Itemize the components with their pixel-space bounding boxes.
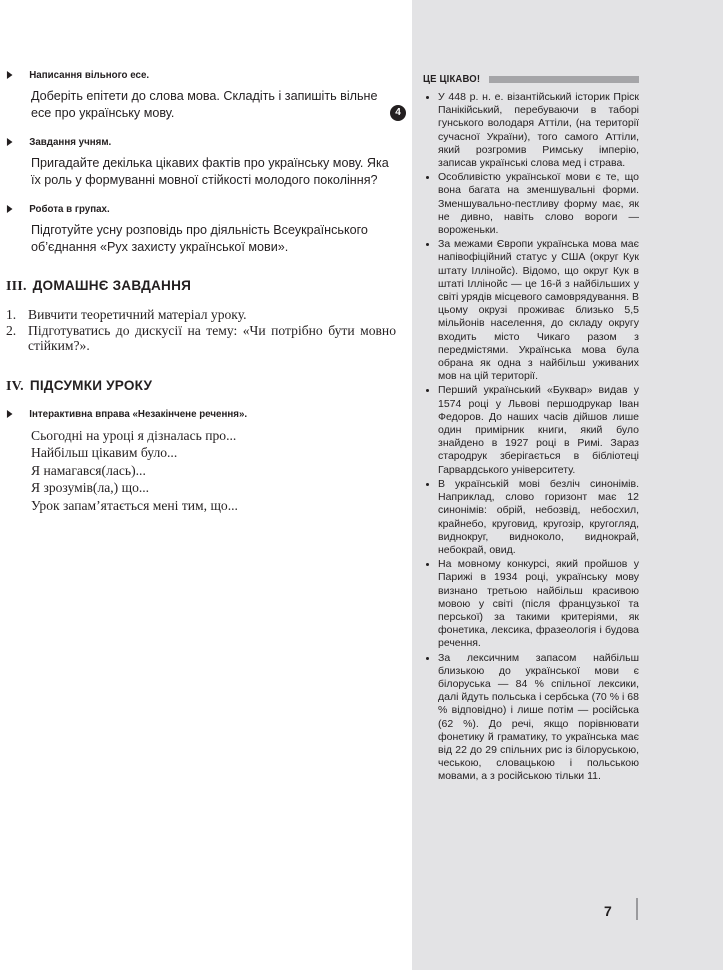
triangle-bullet-icon — [7, 410, 13, 418]
list-item: 1. Вивчити теоретичний матеріал уроку. — [6, 307, 247, 322]
task-heading: Написання вільного есе. — [6, 68, 369, 82]
sentence: Урок запам’ятається мені тим, що... — [31, 497, 238, 513]
fact-item: На мовному конкурсі, який пройшов у Парижі в 1934 році, українську мову визнано третьою найбільш красивою мовою у світі (після французької та перської) за такими критеріями, як фонетика, лексика, фразеологія і будова речення. — [423, 558, 639, 650]
fact-item: За межами Європи українська мова має напівофіційний статус у США (округ Кук штату Іллінойс). Відомо, що округ Кук в штаті Іллінойс — це 16-й з найбільших у світі урядів місцевого самоврядування. В цьому окрузі проживає близько 5,5 мільйонів населення, до складу округу входить місто Чикаго разом з передмістями. Українська мова була обрана як одна з найбільш уживаних мов на цій території. — [423, 238, 639, 383]
main-column — [6, 68, 401, 514]
fact-item: У 448 р. н. е. візантійський історик Пріск Панікійський, перебуваючи в таборі гунського володаря Аттіли, (на території сучасної України), того самого Аттіли, який розгромив Римську імперію, записав українські слова мед і страва. — [423, 91, 639, 170]
fact-item: Перший український «Буквар» видав у 1574 році у Львові першодрукар Іван Федоров. До наших часів дійшов лише один примірник книги, який було знайдено в 1927 році в Римі. Зараз стародрук зберігається в бібліотеці Гарвардського університету. — [423, 384, 639, 476]
fact-item: Особливістю української мови є те, що вона багата на зменшувальні форми. Зменшувально-пестливу форму має, як не дивно, навіть слово вороги — вороженьки. — [423, 171, 639, 237]
sentence: Найбільш цікавим було... — [31, 445, 178, 460]
task-text: Підготуйте усну розповідь про діяльність Всеукраїнського об’єднання «Рух захисту української мови». — [31, 223, 368, 254]
task-heading: Робота в групах. — [6, 202, 369, 216]
task-text: Доберіть епітети до слова мова. Складіть і запишіть вільне есе про українську мову. 4 — [6, 88, 396, 122]
sidebar-title: ЦЕ ЦІКАВО! — [423, 74, 481, 85]
title-rule — [489, 76, 639, 83]
exercise-heading: Інтерактивна вправа «Незакінчене речення». — [6, 407, 369, 421]
task-free-essay — [6, 68, 401, 122]
homework-section-title: III. ДОМАШНЄ ЗАВДАННЯ — [6, 278, 192, 294]
page-number-rule — [636, 898, 638, 920]
fact-item: За лексичним запасом найбільш близькою до української мови є білоруська — 84 % спільної лексики, далі йдуть польська і сербська (70 % і 68 % відповідно) і лише потім — російська (62 %). До речі, якщо порівнювати фонетику й граматику, то українська має від 22 до 29 спільних рис із білоруською, чеською, словацькою і польською мовами, а з російською тільки 11. — [423, 652, 639, 784]
facts-list — [423, 91, 639, 784]
sentence: Я зрозумів(ла,) що... — [31, 480, 150, 495]
sidebar-header — [423, 74, 639, 85]
task-group-work — [6, 202, 396, 256]
triangle-bullet-icon — [7, 205, 13, 213]
task-text: Пригадайте декілька цікавих фактів про українську мову. Яка їх роль у формуванні мовної стійкості молодого покоління? — [31, 156, 389, 187]
triangle-bullet-icon — [7, 71, 13, 79]
task-students — [6, 135, 396, 189]
page-number: 7 — [604, 903, 612, 919]
interesting-facts-sidebar — [423, 74, 639, 785]
unfinished-sentences — [6, 427, 396, 515]
homework-list — [6, 307, 396, 354]
sentence: Я намагався(лась)... — [31, 462, 146, 478]
level-badge: 4 — [390, 105, 406, 121]
fact-item: В українській мові безліч синонімів. Наприклад, слово горизонт має 12 синонімів: обрій, небозвід, небосхил, крайнебо, круговид, кругозір, кругогляд, виднокруг, видноколо, виднокрай, небокрай, овид. — [423, 478, 639, 557]
sentence: Сьогодні на уроці я дізналась про... — [31, 427, 237, 443]
triangle-bullet-icon — [7, 138, 13, 146]
summary-section-title: IV. ПІДСУМКИ УРОКУ — [6, 377, 153, 394]
list-item: 2. Підготуватись до дискусії на тему: «Чи потрібно бути мовно стійким?». — [6, 322, 396, 353]
task-heading: Завдання учням. — [6, 135, 369, 149]
